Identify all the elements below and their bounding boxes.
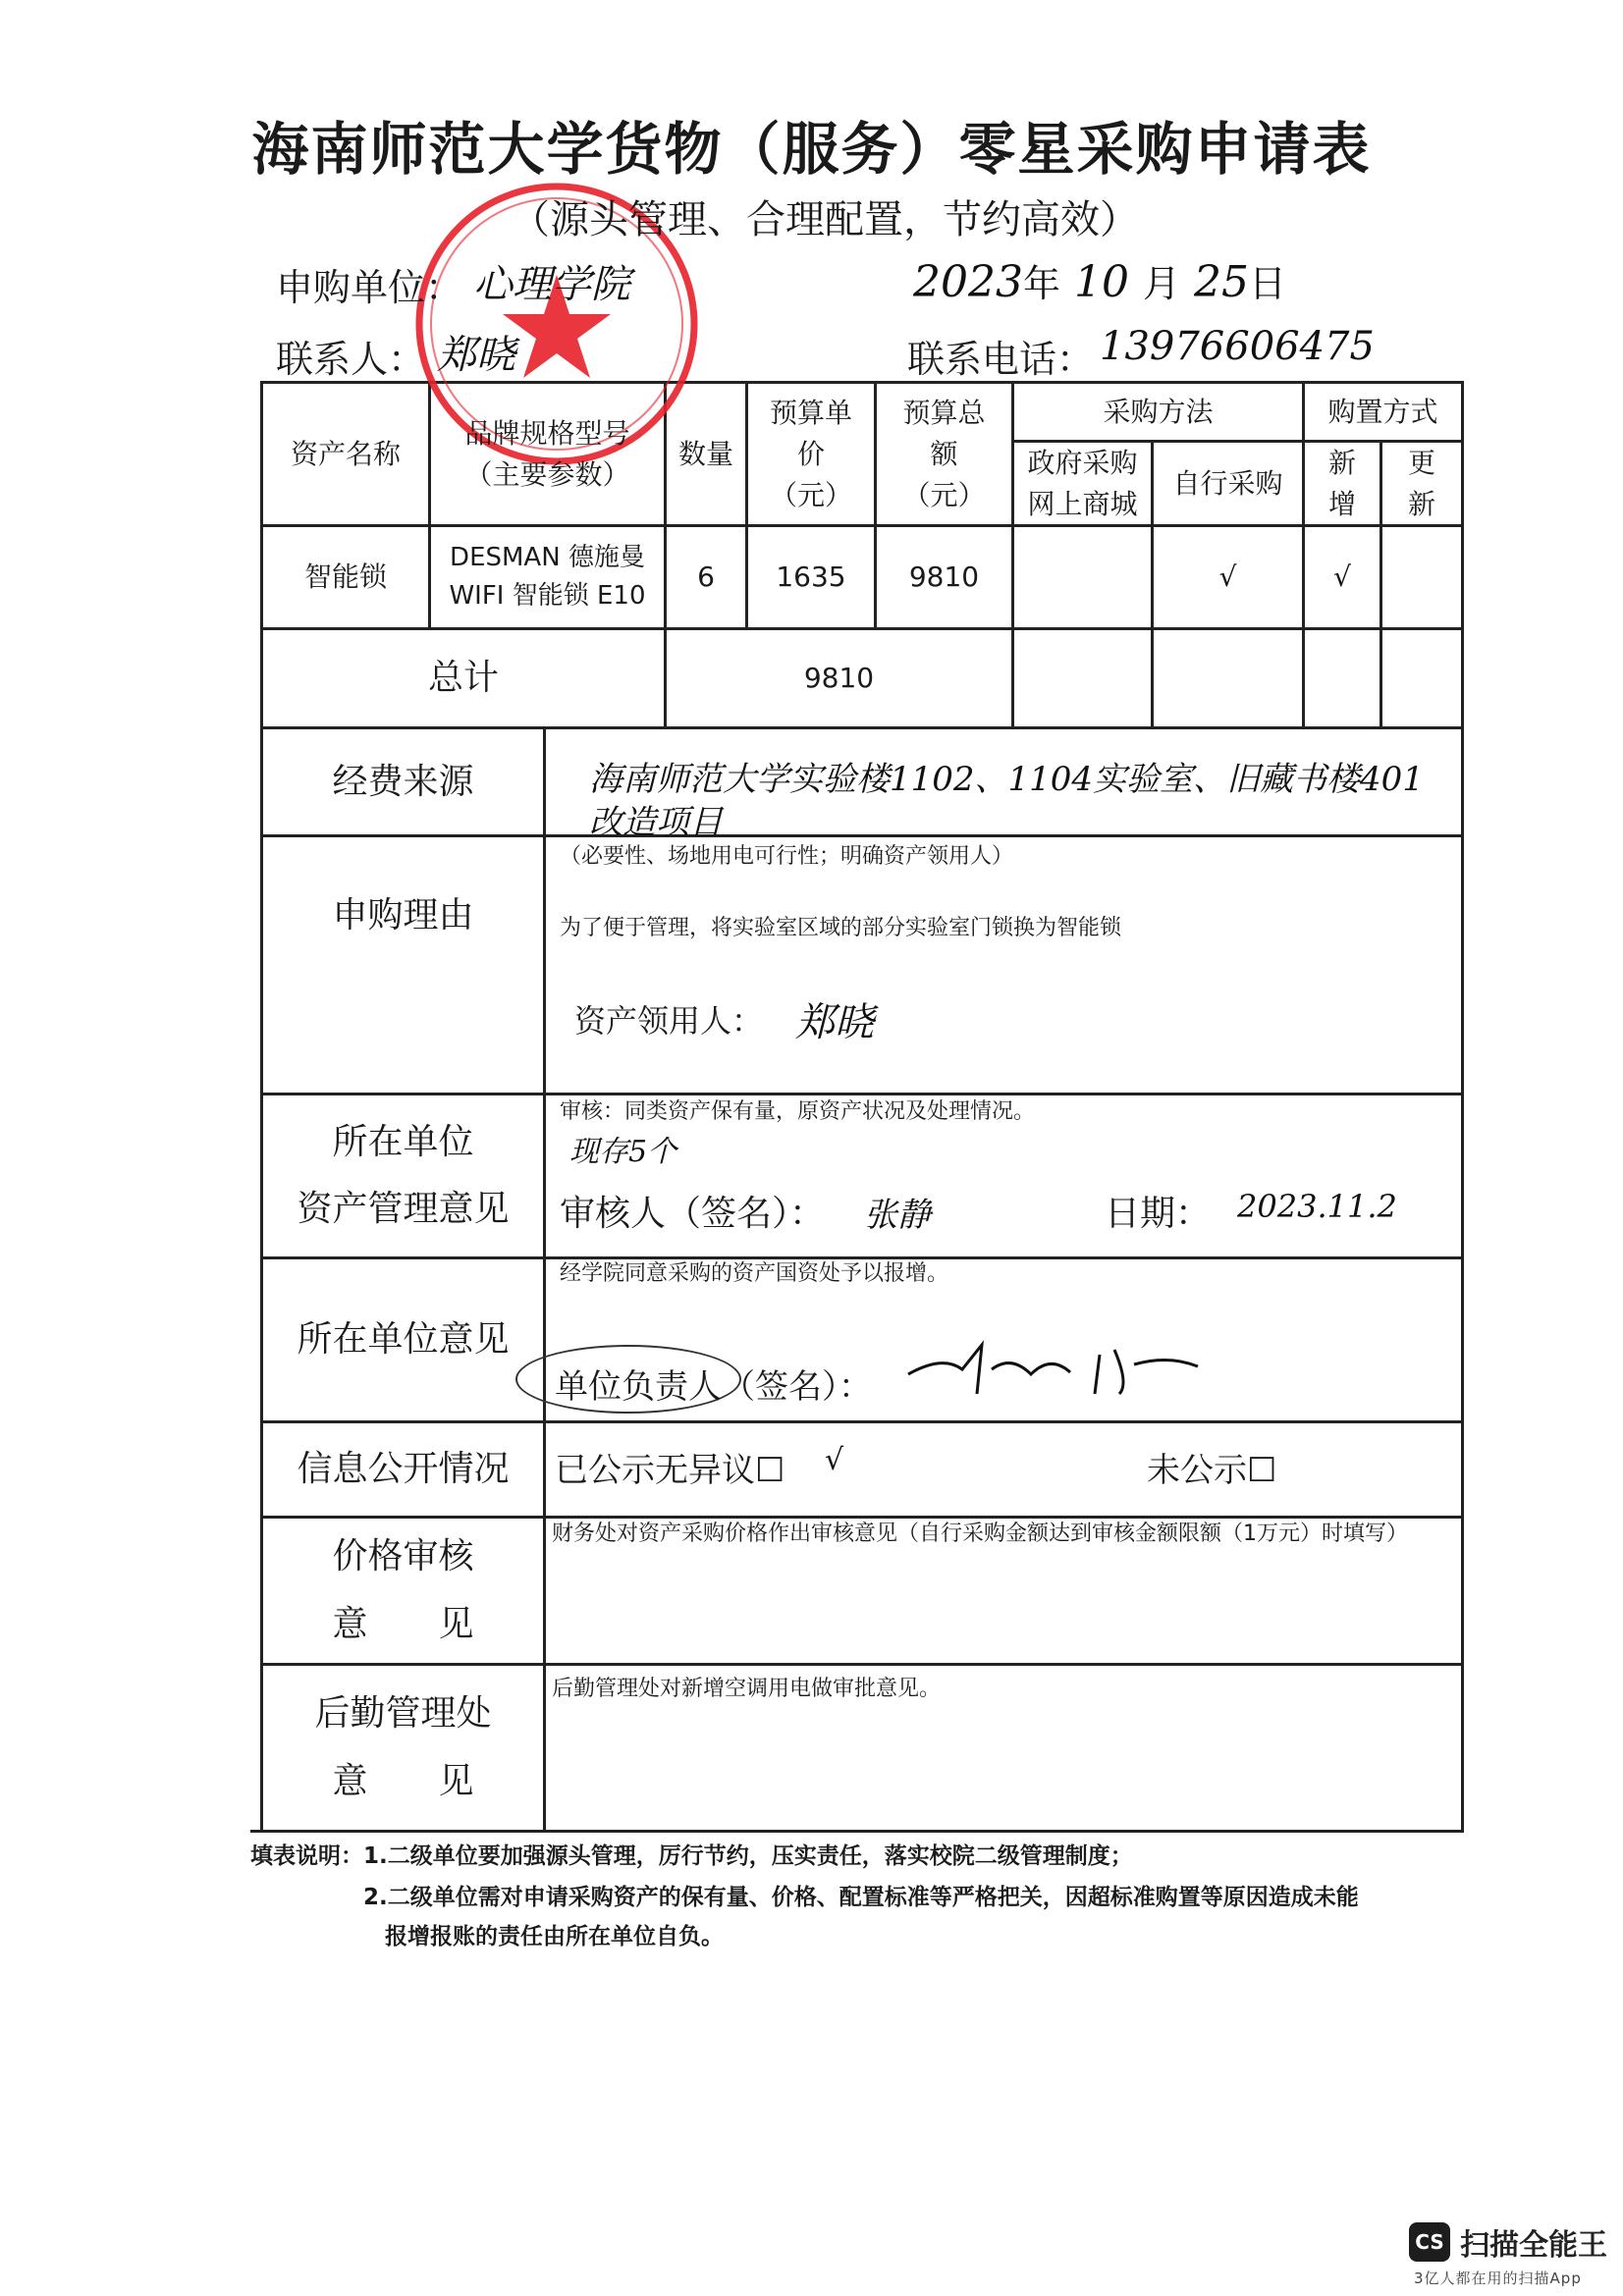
phone-value: 13976606475 [1100,324,1375,369]
price-review-label [263,1519,543,1663]
recipient-label: 资产领用人： [574,1002,764,1040]
disclosure-label: 信息公开情况 [297,1449,510,1489]
date-day: 25 [1194,257,1250,307]
funding-label: 经费来源 [332,761,474,802]
reviewer-signature: 张静 [864,1196,931,1235]
logistics-label-2: 意 见 [332,1760,474,1801]
asset-mgmt-note: 现存5个 [569,1135,677,1169]
sum-value: 9810 [803,662,875,694]
price-review-label-2: 意 见 [332,1603,474,1644]
watermark-name: 扫描全能王 [1460,2228,1607,2263]
reason-hint: （必要性、场地用电可行性；明确资产领用人） [560,844,1014,869]
contact-label: 联系人： [276,338,426,381]
note-2: 2.二级单位需对申请采购资产的保有量、价格、配置标准等严格把关，因超标准购置等原因造成未能 [363,1885,1359,1910]
date-month: 10 [1074,257,1129,307]
header-qty: 数量 [677,437,733,470]
row-total: 9810 [908,561,980,593]
form-title: 海南师范大学货物（服务）零星采购申请表 [251,116,1372,183]
reason-text: 为了便于管理，将实验室区域的部分实验室门锁换为智能锁 [560,916,1122,940]
row-replace [1382,527,1461,627]
disclosure-option-published[interactable]: 已公示无异议☐ [555,1451,785,1490]
row-qty: 6 [697,561,715,593]
date-year-suffix: 年 [1022,262,1060,305]
contact-signature: 郑晓 [437,333,515,378]
phone-label: 联系电话： [907,338,1095,381]
recipient-signature: 郑晓 [795,1000,874,1045]
logistics-text: 后勤管理处对新增空调用电做审批意见。 [552,1677,942,1701]
unit-head-signature [903,1325,1208,1404]
row-self-purchase-check: √ [1218,561,1237,593]
reason-label: 申购理由 [332,895,474,935]
price-review-text: 财务处对资产采购价格作出审核意见（自行采购金额达到审核金额限额（1万元）时填写） [552,1522,1409,1546]
scanner-watermark [1409,2220,1607,2264]
price-review-label-1: 价格审核 [332,1536,474,1577]
review-date: 2023.11.2 [1237,1188,1397,1225]
row-new-check: √ [1333,561,1351,593]
asset-mgmt-label [263,1095,543,1256]
header-brand-label: 品牌规格型号 [464,416,630,450]
sum-label: 总计 [427,658,499,698]
header-unit-price: 预算单价（元） [770,396,853,511]
header-asset-name: 资产名称 [290,437,401,470]
header-brand-sub: （主要参数） [464,457,630,491]
notes-label: 填表说明： [250,1843,363,1869]
date-month-suffix: 月 [1143,262,1181,305]
date-year: 2023 [913,257,1023,307]
logistics-label-1: 后勤管理处 [314,1693,492,1735]
unit-head-sign-label: 单位负责人（签名）： [555,1367,872,1407]
camscanner-logo-icon: CS [1409,2222,1450,2262]
unit-opinion-label: 所在单位意见 [297,1319,510,1360]
header-total: 预算总额（元） [902,396,986,511]
header-new: 新增 [1327,446,1356,520]
funding-value: 海南师范大学实验楼1102、1104实验室、旧藏书楼401改造项目 [589,760,1424,843]
form-date [913,253,1286,307]
applicant-unit-label: 申购单位： [276,266,463,309]
review-date-label: 日期： [1105,1194,1212,1234]
disclosure-option-unpublished[interactable]: 未公示☐ [1147,1451,1277,1490]
reviewer-label: 审核人（签名）： [560,1194,826,1234]
header-self-purchase: 自行采购 [1172,466,1283,500]
note-1: 1.二级单位要加强源头管理，厉行节约，压实责任，落实校院二级管理制度； [363,1843,1133,1869]
logistics-label [263,1666,543,1830]
form-subtitle: （源头管理、合理配置，节约高效） [511,197,1139,242]
header-gov-mall: 政府采购网上商城 [1027,446,1138,520]
header-replace: 更新 [1407,446,1435,520]
row-gov-mall [1014,527,1151,627]
unit-opinion-text: 经学院同意采购的资产国资处予以报增。 [560,1261,949,1286]
row-brand: DESMAN 德施曼 WIFI 智能锁 E10 [449,543,646,611]
applicant-unit-value: 心理学院 [473,262,630,307]
asset-mgmt-label-2: 资产管理意见 [297,1189,510,1229]
asset-mgmt-label-1: 所在单位 [332,1121,474,1162]
row-unit-price: 1635 [776,561,846,593]
header-mode: 购置方式 [1327,395,1438,428]
watermark-tagline: 3亿人都在用的扫描App [1414,2269,1582,2287]
asset-mgmt-hint: 审核：同类资产保有量，原资产状况及处理情况。 [560,1099,1036,1124]
note-3: 报增报账的责任由所在单位自负。 [385,1924,724,1949]
row-asset-name: 智能锁 [303,561,387,593]
disclosure-check-mark: √ [825,1443,844,1477]
date-day-suffix: 日 [1249,262,1287,305]
header-method: 采购方法 [1103,395,1214,428]
header-brand [431,384,664,524]
